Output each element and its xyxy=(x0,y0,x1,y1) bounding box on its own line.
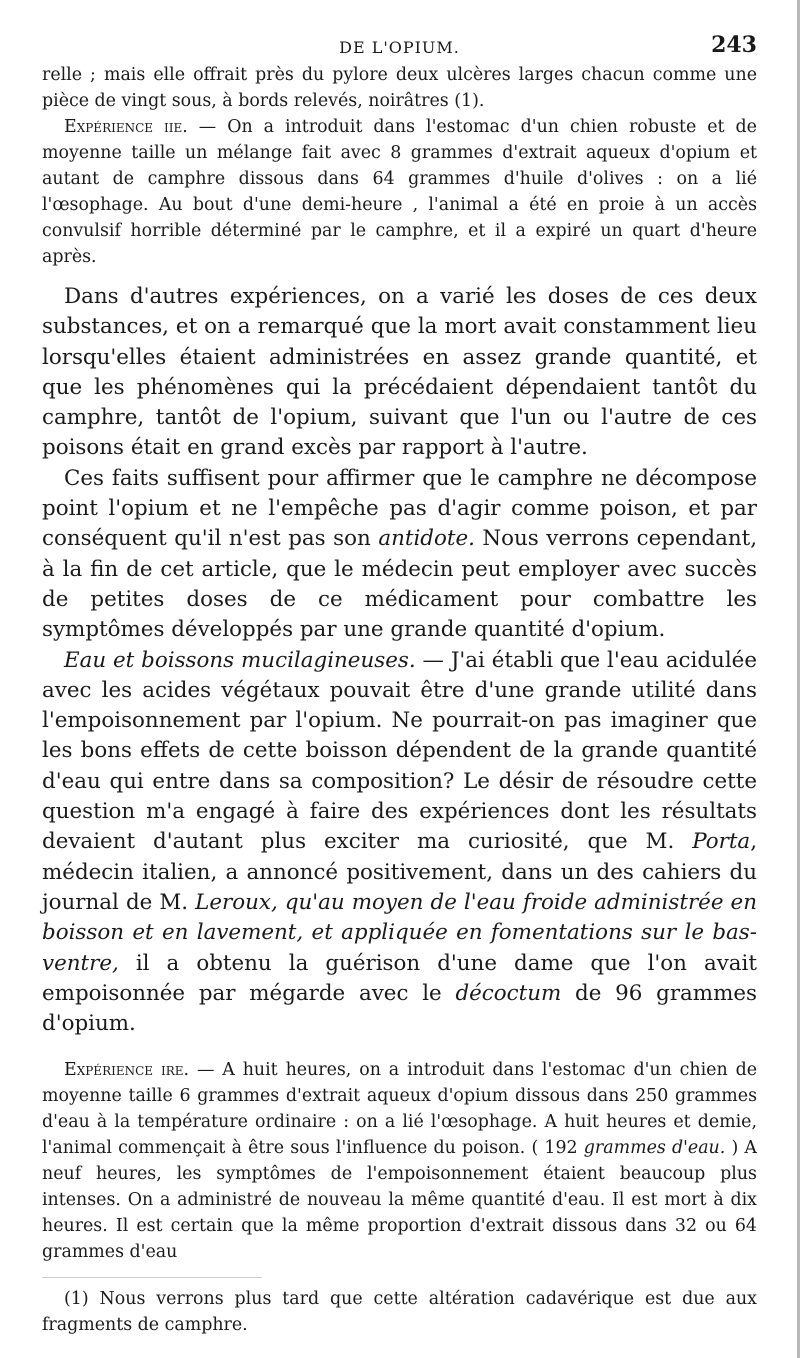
antidote-text-before: Ces faits suffisent pour affirmer que le camphre ne décompose point l'opium et ne l'empêche pas d'agir comme poison, et par conséquent qu'il n'est pas son xyxy=(42,465,757,552)
running-title: DE L'OPIUM. xyxy=(339,38,460,57)
water-paragraph xyxy=(42,646,757,1040)
experiment-1-paragraph xyxy=(42,1057,757,1265)
page-header xyxy=(42,28,757,62)
experiment-2-text: — On a introduit dans l'estomac d'un chien robuste et de moyenne taille un mélange fait avec 8 grammes d'extrait aqueux d'opium et autant de camphre dissous dans 64 grammes d'huile d'olives : on a lié l'œsophage. Au bout d'une demi-heure , l'animal a été en proie à un accès convulsif horrible déterminé par le camphre, et il a expiré un quart d'heure après. xyxy=(42,117,757,267)
footnote-rule xyxy=(42,1277,262,1278)
experiment-1-label: Expérience ire. xyxy=(64,1060,190,1081)
water-italic-quote: , qu'au moyen de l'eau froide administrée en boisson et en lavement, et appliquée en fomentations sur le bas-ventre, xyxy=(42,889,757,976)
experiment-1-text-2: ) A neuf heures, les symptômes de l'empoisonnement étaient beaucoup plus intenses. On a administré de nouveau la même quantité d'eau. Il est mort à dix heures. Il est certain que la même proportion d'extrait dissous dans 32 ou 64 grammes d'eau xyxy=(42,1138,757,1263)
experiment-1-text-1: — A huit heures, on a introduit dans l'estomac d'un chien de moyenne taille 6 grammes d'extrait aqueux d'opium dissous dans 250 grammes d'eau à la température ordinaire : on a lié l'œsophage. A huit heures et demie, l'animal commençait à être sous l'influence du poison. ( 192 xyxy=(42,1060,758,1159)
spacer xyxy=(42,270,757,282)
experiment-2-label: Expérience iie. xyxy=(64,117,188,137)
continuation-paragraph: relle ; mais elle offrait près du pylore deux ulcères larges chacun comme une pièce de vingt sous, à bords relevés, noirâtres (1). xyxy=(42,65,757,111)
decoctum-word: décoctum xyxy=(455,980,562,1006)
water-text-1: — J'ai établi que l'eau acidulée avec les acides végétaux pouvait être d'une grande utilité dans l'empoisonnement par l'opium. Ne pourrait-on pas imaginer que les bons effets de cette boisson dépendent de la grande quantité d'eau qui entre dans sa composition? Le désir de résoudre cette question m'a engagé à faire des expériences dont les résultats devaient d'autant plus exciter ma curiosité, que M. xyxy=(42,647,757,855)
antidote-text-after: Nous verrons cependant, à la fin de cet article, que le médecin peut employer avec succès de petites doses de ce médicament pour combattre les symptômes développés par une grande quantité d'opium. xyxy=(42,526,757,643)
water-text-2: , médecin italien, a annoncé positivement, dans un des cahiers du journal de M. xyxy=(42,829,757,915)
footnote: (1) Nous verrons plus tard que cette altération cadavérique est due aux fragments de camphre. xyxy=(42,1289,757,1336)
porta-name: Porta xyxy=(692,829,751,855)
doses-paragraph: Dans d'autres expériences, on a varié les doses de ces deux substances, et on a remarqué que la mort avait constamment lieu lorsqu'elles étaient administrées en assez grande quantité, et que les phénomènes qui la précédaient dépendaient tantôt du camphre, tantôt de l'opium, suivant que l'un ou l'autre de ces poisons était en grand excès par rapport à l'autre. xyxy=(42,284,757,461)
water-text-4: de 96 grammes d'opium. xyxy=(42,980,758,1037)
water-text-3: il a obtenu la guérison d'une dame que l'on avait empoisonnée par mégarde avec le xyxy=(42,950,757,1006)
water-heading: Eau et boissons mucilagineuses. xyxy=(64,647,416,673)
antidote-paragraph xyxy=(42,464,757,646)
antidote-word: antidote. xyxy=(378,526,475,552)
experiment-1-italic: grammes d'eau. xyxy=(583,1138,726,1159)
leroux-name: Leroux xyxy=(195,889,271,915)
spacer xyxy=(42,1039,757,1057)
page-number: 243 xyxy=(711,32,757,58)
experiment-2-paragraph xyxy=(42,114,757,270)
